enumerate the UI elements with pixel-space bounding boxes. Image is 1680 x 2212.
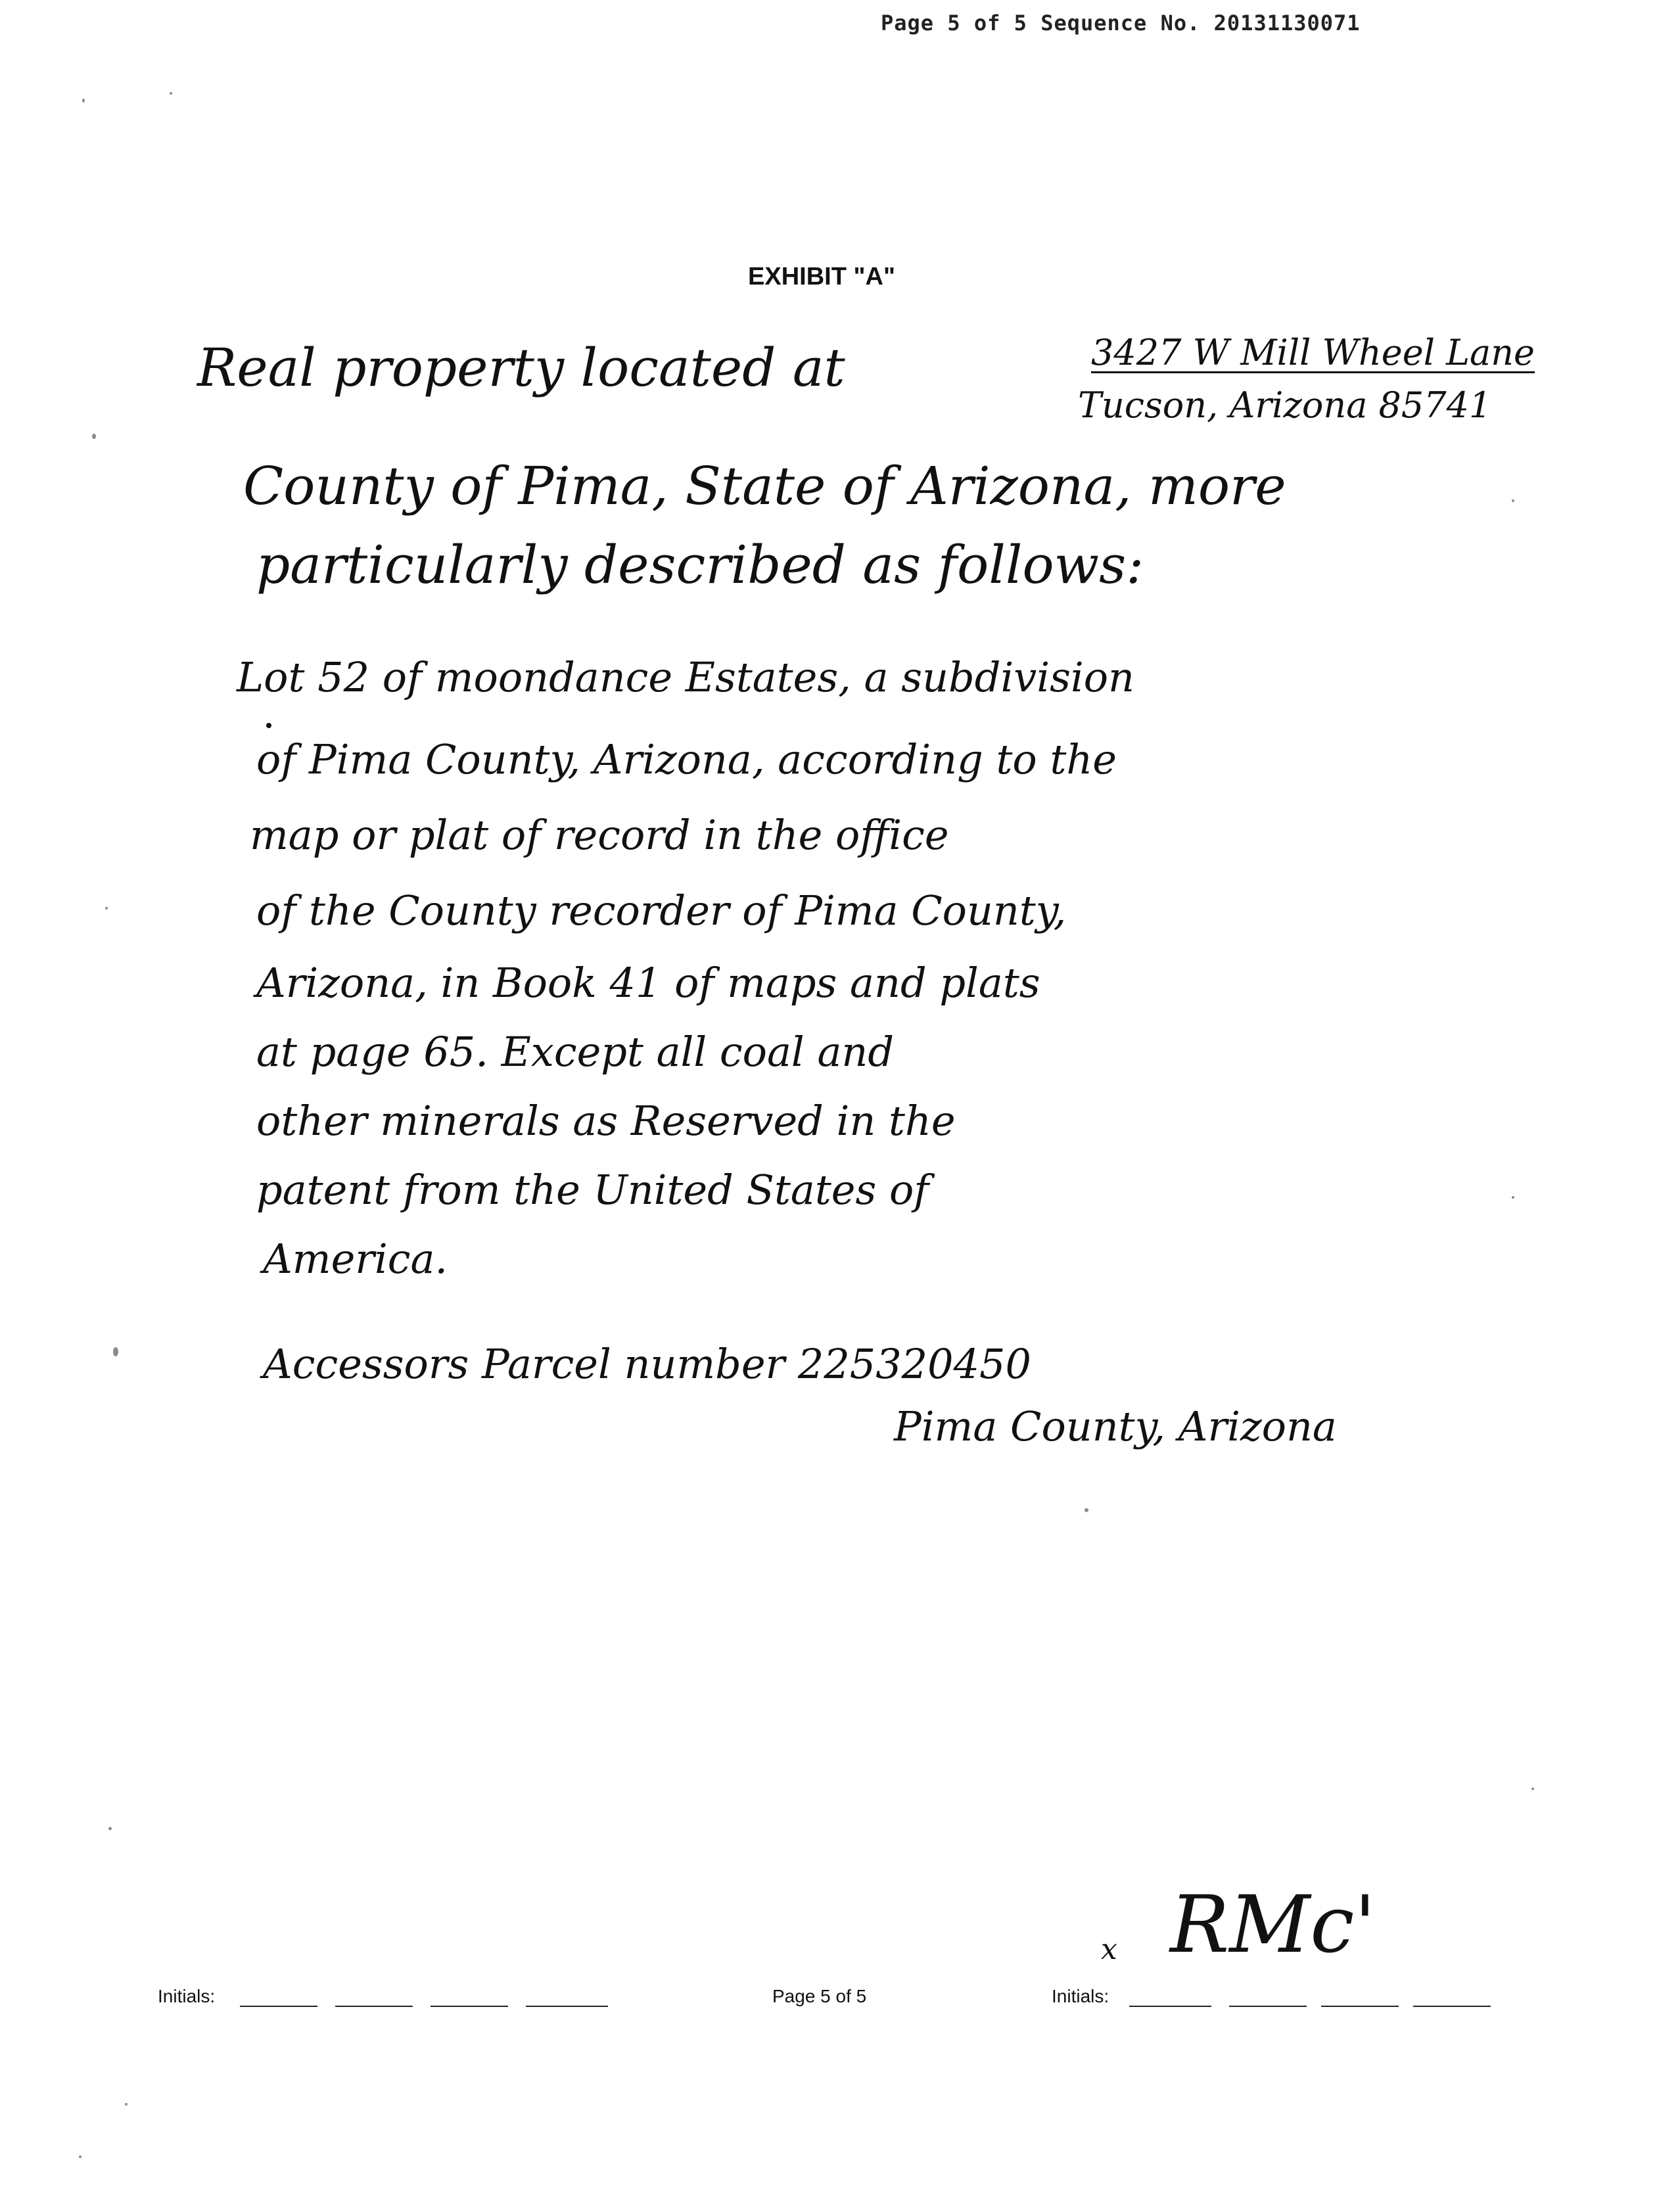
initials-blank bbox=[240, 2006, 317, 2007]
scan-speck bbox=[79, 2155, 82, 2158]
handwritten-line: at page 65. Except all coal and bbox=[256, 1028, 895, 1076]
initials-blank bbox=[431, 2006, 508, 2007]
handwritten-line: Real property located at bbox=[197, 337, 845, 398]
handwritten-address: 3427 W Mill Wheel Lane bbox=[1091, 332, 1535, 373]
scan-speck bbox=[1512, 1196, 1514, 1199]
handwritten-line: of Pima County, Arizona, according to the bbox=[256, 735, 1117, 783]
scan-speck bbox=[105, 907, 108, 910]
sequence-header: Page 5 of 5 Sequence No. 20131130071 bbox=[881, 11, 1361, 35]
scan-speck bbox=[1512, 499, 1514, 502]
exhibit-title: EXHIBIT "A" bbox=[748, 263, 895, 290]
initials-blank bbox=[1229, 2006, 1307, 2007]
initials-label-left: Initials: bbox=[158, 1986, 216, 2006]
scan-speck bbox=[113, 1347, 118, 1356]
handwritten-line: particularly described as follows: bbox=[256, 534, 1144, 595]
handwritten-line: Arizona, in Book 41 of maps and plats bbox=[256, 959, 1040, 1007]
handwritten-initials: RMc' bbox=[1170, 1879, 1376, 1971]
handwritten-line: Accessors Parcel number 225320450 bbox=[263, 1340, 1031, 1388]
handwritten-line: map or plat of record in the office bbox=[250, 811, 949, 859]
scan-speck bbox=[1531, 1787, 1534, 1790]
scan-speck bbox=[82, 99, 85, 103]
handwritten-line: of the County recorder of Pima County, bbox=[256, 887, 1067, 934]
scan-speck bbox=[108, 1827, 112, 1830]
handwritten-line: patent from the United States of bbox=[256, 1166, 929, 1214]
scan-speck bbox=[92, 434, 96, 439]
initials-label-right: Initials: bbox=[1052, 1986, 1109, 2006]
signature-x-mark: x bbox=[1101, 1933, 1117, 1966]
handwritten-address: Tucson, Arizona 85741 bbox=[1078, 384, 1492, 426]
handwritten-line: America. bbox=[263, 1235, 448, 1283]
handwritten-line: County of Pima, State of Arizona, more bbox=[243, 455, 1286, 517]
initials-blank bbox=[335, 2006, 413, 2007]
handwritten-line: Lot 52 of moondance Estates, a subdivision bbox=[237, 653, 1134, 701]
scan-speck bbox=[266, 723, 271, 728]
handwritten-line: other minerals as Reserved in the bbox=[256, 1097, 956, 1145]
scan-speck bbox=[125, 2103, 128, 2106]
page-number: Page 5 of 5 bbox=[772, 1986, 867, 2006]
initials-blank bbox=[1129, 2006, 1211, 2007]
scan-speck bbox=[1085, 1508, 1088, 1512]
scan-speck bbox=[170, 92, 172, 95]
handwritten-line: Pima County, Arizona bbox=[894, 1402, 1337, 1450]
initials-blank bbox=[1321, 2006, 1399, 2007]
initials-blank bbox=[526, 2006, 608, 2007]
initials-blank bbox=[1413, 2006, 1491, 2007]
